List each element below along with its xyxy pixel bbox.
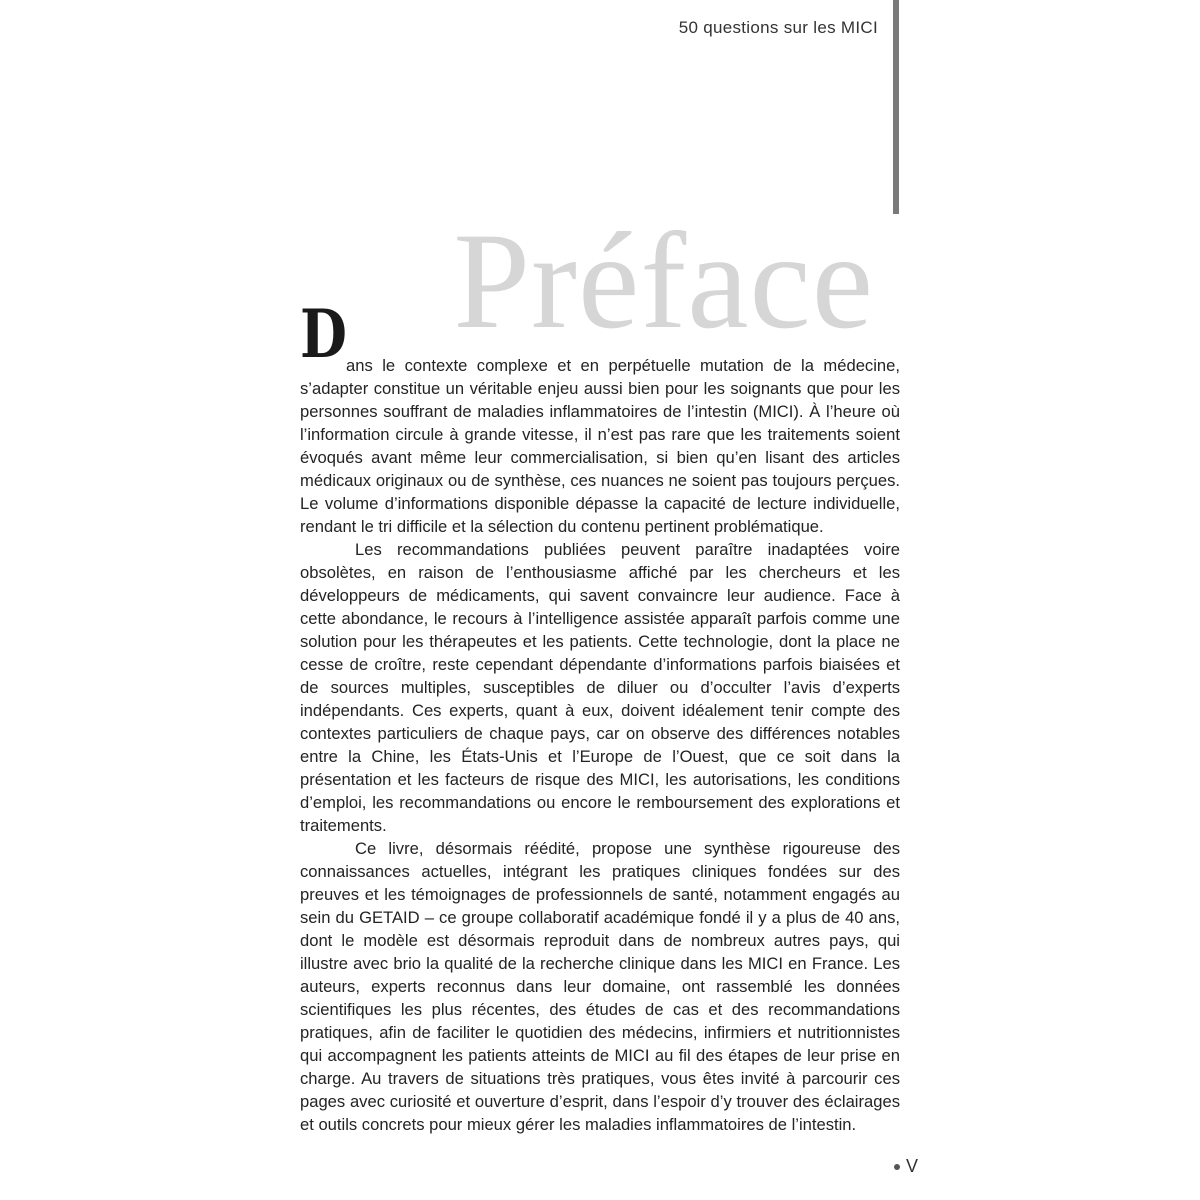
paragraph-1-text: ans le contexte complexe et en perpétuelle mutation de la médecine, s’adapter constitue un véritable enjeu aussi bien pour les soignants que pour les personnes souffrant de maladies inflammatoires de l’intestin (MICI). À l’heure où l’information circule à grande vitesse, il n’est pas rare que les traitements soient évoqués avant même leur commercialisation, si bien qu’en lisant des articles médicaux originaux ou de synthèse, ces nuances ne soient pas toujours perçues. Le volume d’informations disponible dépasse la capacité de lecture individuelle, rendant le tri difficile et la sélection du contenu pertinent problématique. (300, 356, 900, 536)
paragraph-1 (300, 295, 900, 538)
page-number: V (905, 1156, 918, 1176)
paragraph-3: Ce livre, désormais réédité, propose une synthèse rigoureuse des connaissances actuelles, intégrant les pratiques cliniques fondées sur des preuves et les témoignages de professionnels de santé, notamment engagés au sein du GETAID – ce groupe collaboratif académique fondé il y a plus de 40 ans, dont le modèle est désormais reproduit dans de nombreux autres pays, qui illustre avec brio la qualité de la recherche clinique dans les MICI en France. Les auteurs, experts reconnus dans leur domaine, ont rassemblé les données scientifiques les plus récentes, des études de cas et des recommandations pratiques, afin de faciliter le quotidien des médecins, infirmiers et nutritionnistes qui accompagnent les patients atteints de MICI au fil des étapes de leur prise en charge. Au travers de situations très pratiques, vous êtes invité à parcourir ces pages avec curiosité et ouverture d’esprit, dans l’espoir d’y trouver des éclairages et outils concrets pour mieux gérer les maladies inflammatoires de l’intestin. (300, 839, 900, 1134)
page-title: Préface (453, 204, 874, 358)
drop-cap: D (300, 295, 347, 373)
bullet-icon (894, 1164, 900, 1170)
side-accent-bar (893, 0, 899, 214)
paragraph-2: Les recommandations publiées peuvent paraître inadaptées voire obsolètes, en raison de l’enthousiasme affiché par les chercheurs et les développeurs de médicaments, qui savent convaincre leur audience. Face à cette abondance, le recours à l’intelligence assistée apparaît parfois comme une solution pour les thérapeutes et les patients. Cette technologie, dont la place ne cesse de croître, reste cependant dépendante d’informations parfois biaisées et de sources multiples, susceptibles de diluer ou d’occulter l’avis d’experts indépendants. Ces experts, quant à eux, doivent idéalement tenir compte des contextes particuliers de chaque pays, car on observe des différences notables entre la Chine, les États-Unis et l’Europe de l’Ouest, que ce soit dans la présentation et les facteurs de risque des MICI, les autorisations, les conditions d’emploi, les recommandations ou encore le remboursement des explorations et traitements. (300, 540, 900, 835)
running-header: 50 questions sur les MICI (678, 18, 878, 37)
body-text (300, 295, 900, 1136)
page-folio (894, 1156, 918, 1177)
